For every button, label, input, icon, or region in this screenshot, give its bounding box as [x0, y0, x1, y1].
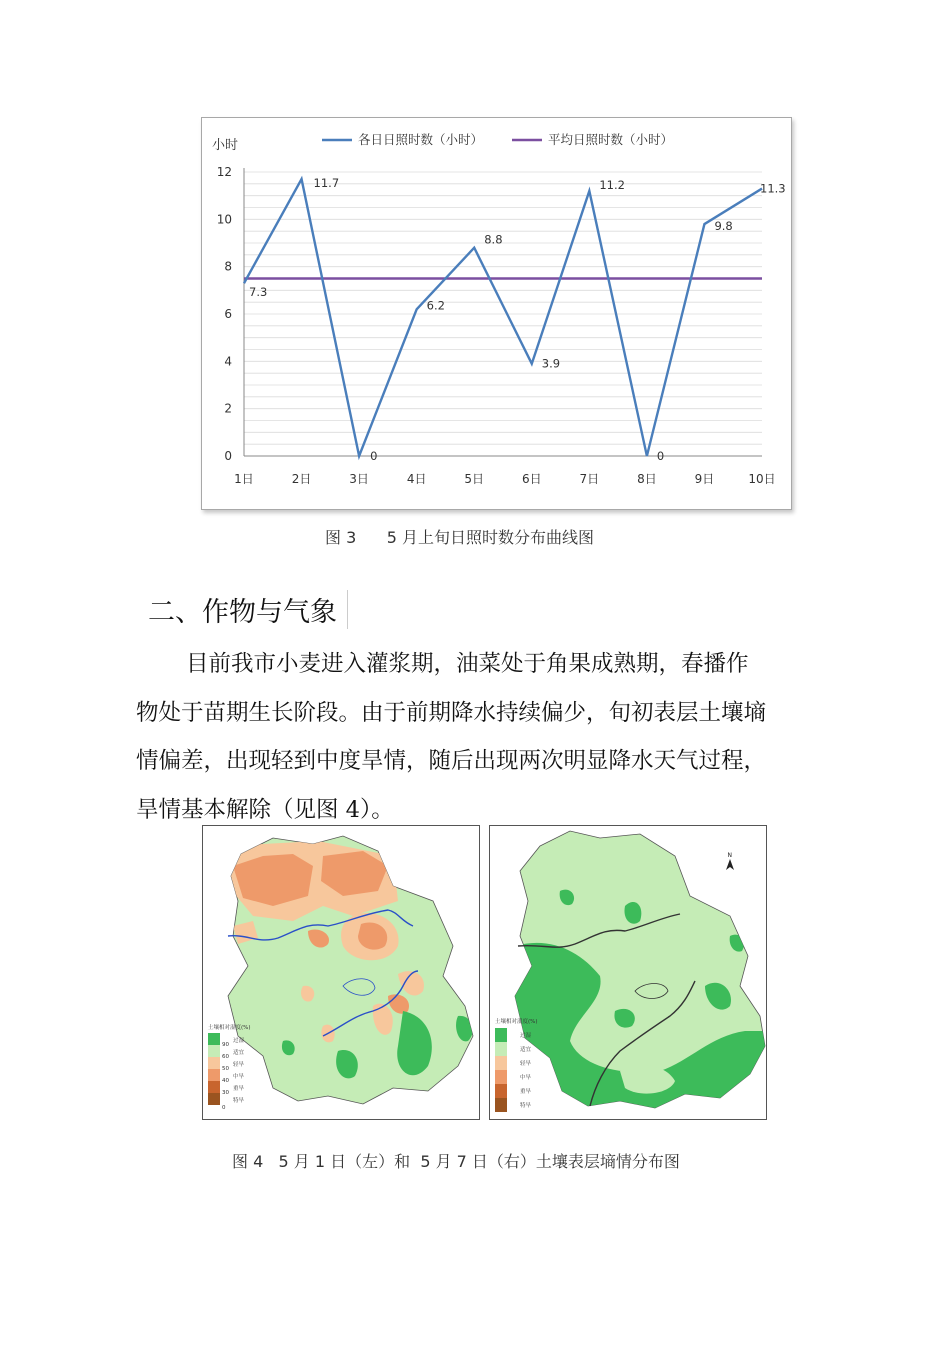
sunshine-chart [201, 117, 792, 510]
legend-item: 中旱 [520, 1075, 532, 1081]
data-label: 11.7 [313, 176, 340, 191]
legend-item: 过湿 [233, 1038, 245, 1044]
x-tick-label: 9日 [694, 472, 715, 486]
y-tick-label: 12 [216, 165, 232, 179]
y-tick-label: 10 [216, 212, 232, 227]
figure3-caption: 图 3 5 月上旬日照时数分布曲线图 [325, 528, 595, 547]
legend-item: 适宜 [520, 1047, 532, 1053]
soil-map-may7-graphic [490, 826, 766, 1119]
legend-item: 重旱 [233, 1086, 245, 1092]
legend-item: 特旱 [233, 1098, 245, 1104]
data-label: 0 [656, 449, 665, 463]
legend-title-left: 土壤相对湿度(%) [208, 1025, 251, 1031]
y-tick-label: 6 [224, 307, 232, 321]
x-tick-label: 10日 [748, 472, 776, 486]
soil-map-may1 [202, 825, 480, 1120]
x-tick-label: 4日 [406, 472, 427, 486]
soil-map-may1-graphic [203, 826, 479, 1119]
legend-value: 90 [222, 1042, 229, 1048]
x-tick-label: 5日 [464, 472, 485, 486]
legend-item: 特旱 [520, 1103, 532, 1109]
x-tick-label: 3日 [349, 472, 369, 486]
legend-value: 50 [222, 1066, 229, 1072]
section-paragraph: 目前我市小麦进入灌浆期，油菜处于角果成熟期，春播作物处于苗期生长阶段。由于前期降水持续偏少，旬初表层土壤墒情偏差，出现轻到中度旱情，随后出现两次明显降水天气过程，旱情基本解除（见图 4）。 [136, 651, 767, 823]
figure4-caption: 图 4 5 月 1 日（左）和 5 月 7 日（右）土壤表层墒情分布图 [232, 1152, 680, 1171]
legend-item: 中旱 [233, 1074, 245, 1080]
legend-value: 30 [222, 1090, 229, 1096]
data-label: 8.8 [484, 232, 503, 247]
x-tick-label: 2日 [291, 472, 312, 486]
data-label: 11.2 [599, 177, 625, 192]
x-tick-label: 6日 [521, 472, 542, 486]
legend-title-right: 土壤相对湿度(%) [495, 1019, 538, 1025]
y-tick-label: 0 [224, 449, 232, 463]
legend-label: 平均日照时数（小时） [548, 132, 674, 147]
daily-sunshine-line [244, 179, 762, 456]
legend-item: 重旱 [520, 1089, 532, 1095]
legend-item: 适宜 [233, 1050, 245, 1056]
legend-value: 60 [222, 1054, 229, 1060]
x-tick-label: 8日 [637, 472, 657, 486]
data-label: 0 [370, 449, 378, 463]
y-tick-label: 2 [224, 401, 232, 416]
legend-item: 过湿 [520, 1033, 532, 1039]
north-label: N [727, 852, 732, 859]
data-label: 6.2 [426, 298, 445, 313]
x-tick-label: 1日 [234, 472, 254, 486]
y-tick-label: 4 [224, 354, 232, 369]
section-title: 二、作物与气象 [148, 590, 348, 629]
legend-label: 各日日照时数（小时） [358, 132, 484, 147]
data-label: 11.3 [760, 181, 786, 196]
legend-item: 轻旱 [520, 1061, 532, 1067]
data-label: 9.8 [714, 219, 733, 234]
y-axis-label: 小时 [212, 138, 239, 153]
soil-map-may7 [489, 825, 767, 1120]
legend-value: 40 [222, 1078, 229, 1084]
x-tick-label: 7日 [579, 472, 600, 486]
chart-svg [202, 118, 791, 509]
data-label: 3.9 [541, 356, 561, 371]
legend-value: 0 [222, 1105, 226, 1111]
data-label: 7.3 [249, 285, 268, 300]
legend-item: 轻旱 [233, 1062, 245, 1068]
y-tick-label: 8 [224, 259, 232, 274]
